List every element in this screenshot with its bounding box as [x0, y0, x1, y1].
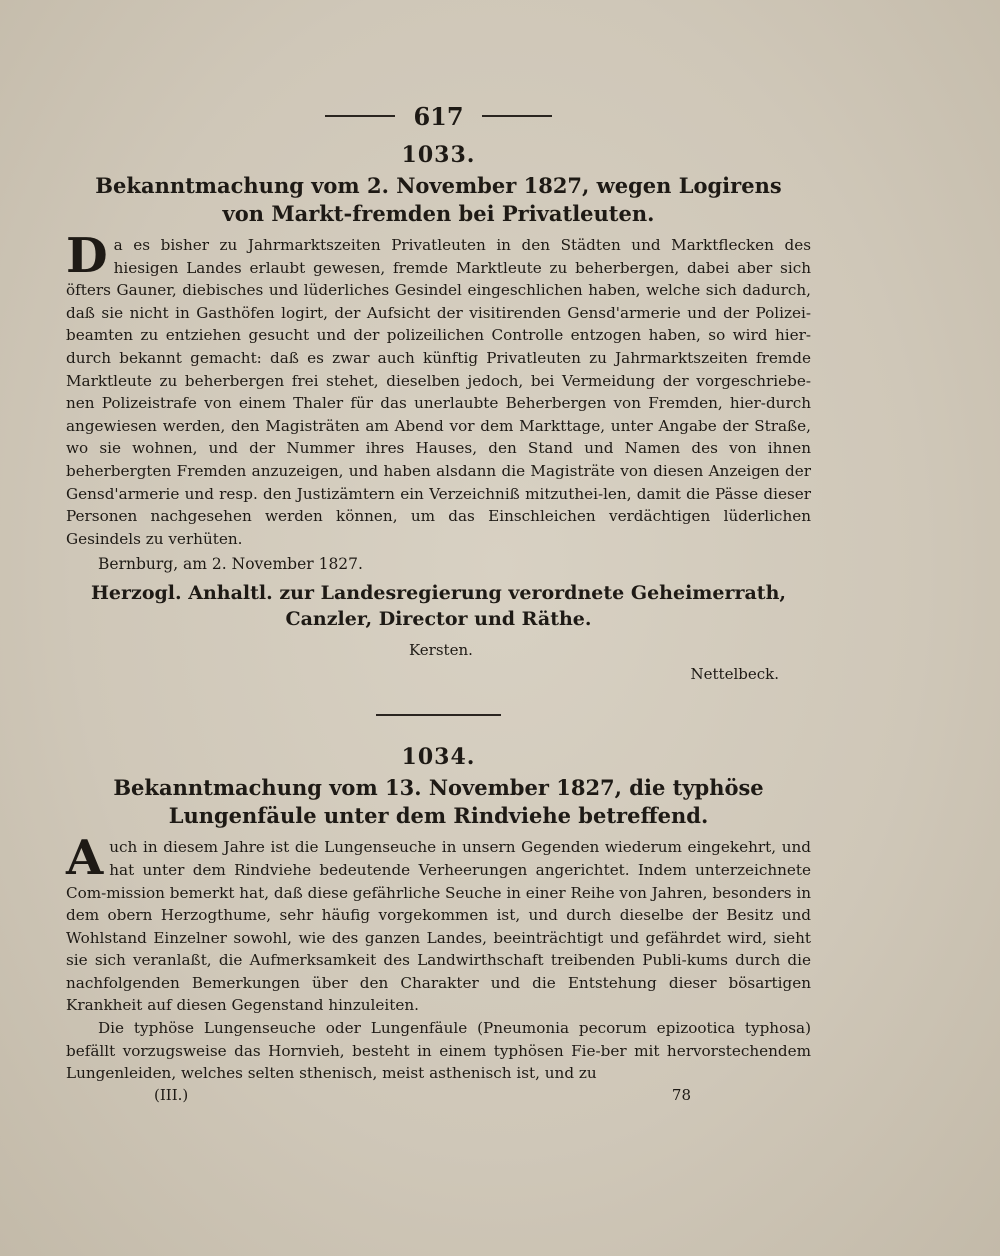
- page-header: [66, 98, 811, 134]
- body-text-1033: a es bisher zu Jahrmarktszeiten Privatleuten in den Städten und Marktflecken des hiesigen Landes erlaubt gewesen, fremde Marktleute zu beherbergen, dabei aber sich öfters Gauner, diebisches und lüderliches Gesindel eingeschlichen haben, welche sich dadurch, daß sie nicht in Gasthöfen logirt, der Aufsicht der visitirenden Gensd'armerie und der Polizei-beamten zu entziehen gesucht und der polizeilichen Controlle entzogen haben, so wird hier-durch bekannt gemacht: daß es zwar auch künftig Privatleuten zu Jahrmarktszeiten fremde Marktleute zu beherbergen frei stehet, dieselben jedoch, bei Vermeidung der vorgeschriebe-nen Polizeistrafe von einem Thaler für das unerlaubte Beherbergen von Fremden, hier-durch angewiesen werden, den Magisträten am Abend vor dem Markttage, unter Angabe der Straße, wo sie wohnen, und der Nummer ihres Hauses, den Stand und Namen des von ihnen beherbergten Fremden anzuzeigen, und haben alsdann die Magisträte von diesen Anzeigen der Gensd'armerie und resp. den Justizämtern ein Verzeichniß mitzuthei-len, damit die Pässe dieser Personen nachgesehen werden können, um das Einschleichen verdächtigen lüderlichen Gesindels zu verhüten.: [66, 236, 811, 548]
- signature-nettelbeck: Nettelbeck.: [690, 665, 779, 684]
- dropcap-d: D: [66, 228, 108, 284]
- section-number-1034: 1034.: [401, 744, 476, 771]
- section-body-1034-para2: Die typhöse Lungenseuche oder Lungenfäule (Pneumonia pecorum epizootica typhosa) befällt vorzugsweise das Hornvieh, besteht in einem typhösen Fie-ber mit hervorstechendem Lungenleiden, welches selten sthenisch, meist asthenisch ist, und zu: [66, 1019, 811, 1083]
- section-divider: [376, 714, 501, 716]
- section-title-1034: Bekanntmachung vom 13. November 1827, die typhöse Lungenfäule unter dem Rindviehe betreffend.: [113, 775, 764, 829]
- dropcap-a: A: [66, 830, 104, 887]
- page-footer: [66, 1085, 811, 1105]
- header-rule-right: [482, 115, 552, 117]
- section-number-1033: 1033.: [401, 142, 476, 168]
- sheet-number: 78: [671, 1085, 691, 1104]
- issuing-authority: Herzogl. Anhaltl. zur Landesregierung verordnete Geheimerrath, Canzler, Director und Räthe.: [90, 582, 787, 631]
- header-rule-left: [325, 115, 395, 117]
- page-number: 617: [413, 101, 464, 131]
- signature-mark: (III.): [154, 1085, 189, 1104]
- section-body-1034: [66, 830, 811, 1017]
- section-body-1033: [66, 228, 811, 550]
- section-title-1033: Bekanntmachung vom 2. November 1827, wegen Logirens von Markt-fremden bei Privatleuten.: [95, 173, 782, 226]
- body-text-1034: uch in diesem Jahre ist die Lungenseuche in unsern Gegenden wiederum eingekehrt, und hat unter dem Rindviehe bedeutende Verheerungen angerichtet. Indem unterzeichnete Com-mission bemerkt hat, daß diese gefährliche Seuche in einer Reihe von Jahren, besonders in dem obern Herzogthume, sehr häufig vorgekommen ist, und durch dieselbe der Besitz und Wohlstand Einzelner sowohl, wie des ganzen Landes, beeinträchtigt und gefährdet wird, sieht sie sich veranlaßt, die Aufmerksamkeit des Landwirthschaft treibenden Publi-kums durch die nachfolgenden Bemerkungen über den Charakter und die Entstehung dieser bösartigen Krankheit auf diesen Gegenstand hinzuleiten.: [66, 838, 811, 1015]
- signature-kersten: Kersten.: [409, 641, 473, 660]
- page-content: [66, 98, 811, 1105]
- place-date: Bernburg, am 2. November 1827.: [98, 555, 363, 574]
